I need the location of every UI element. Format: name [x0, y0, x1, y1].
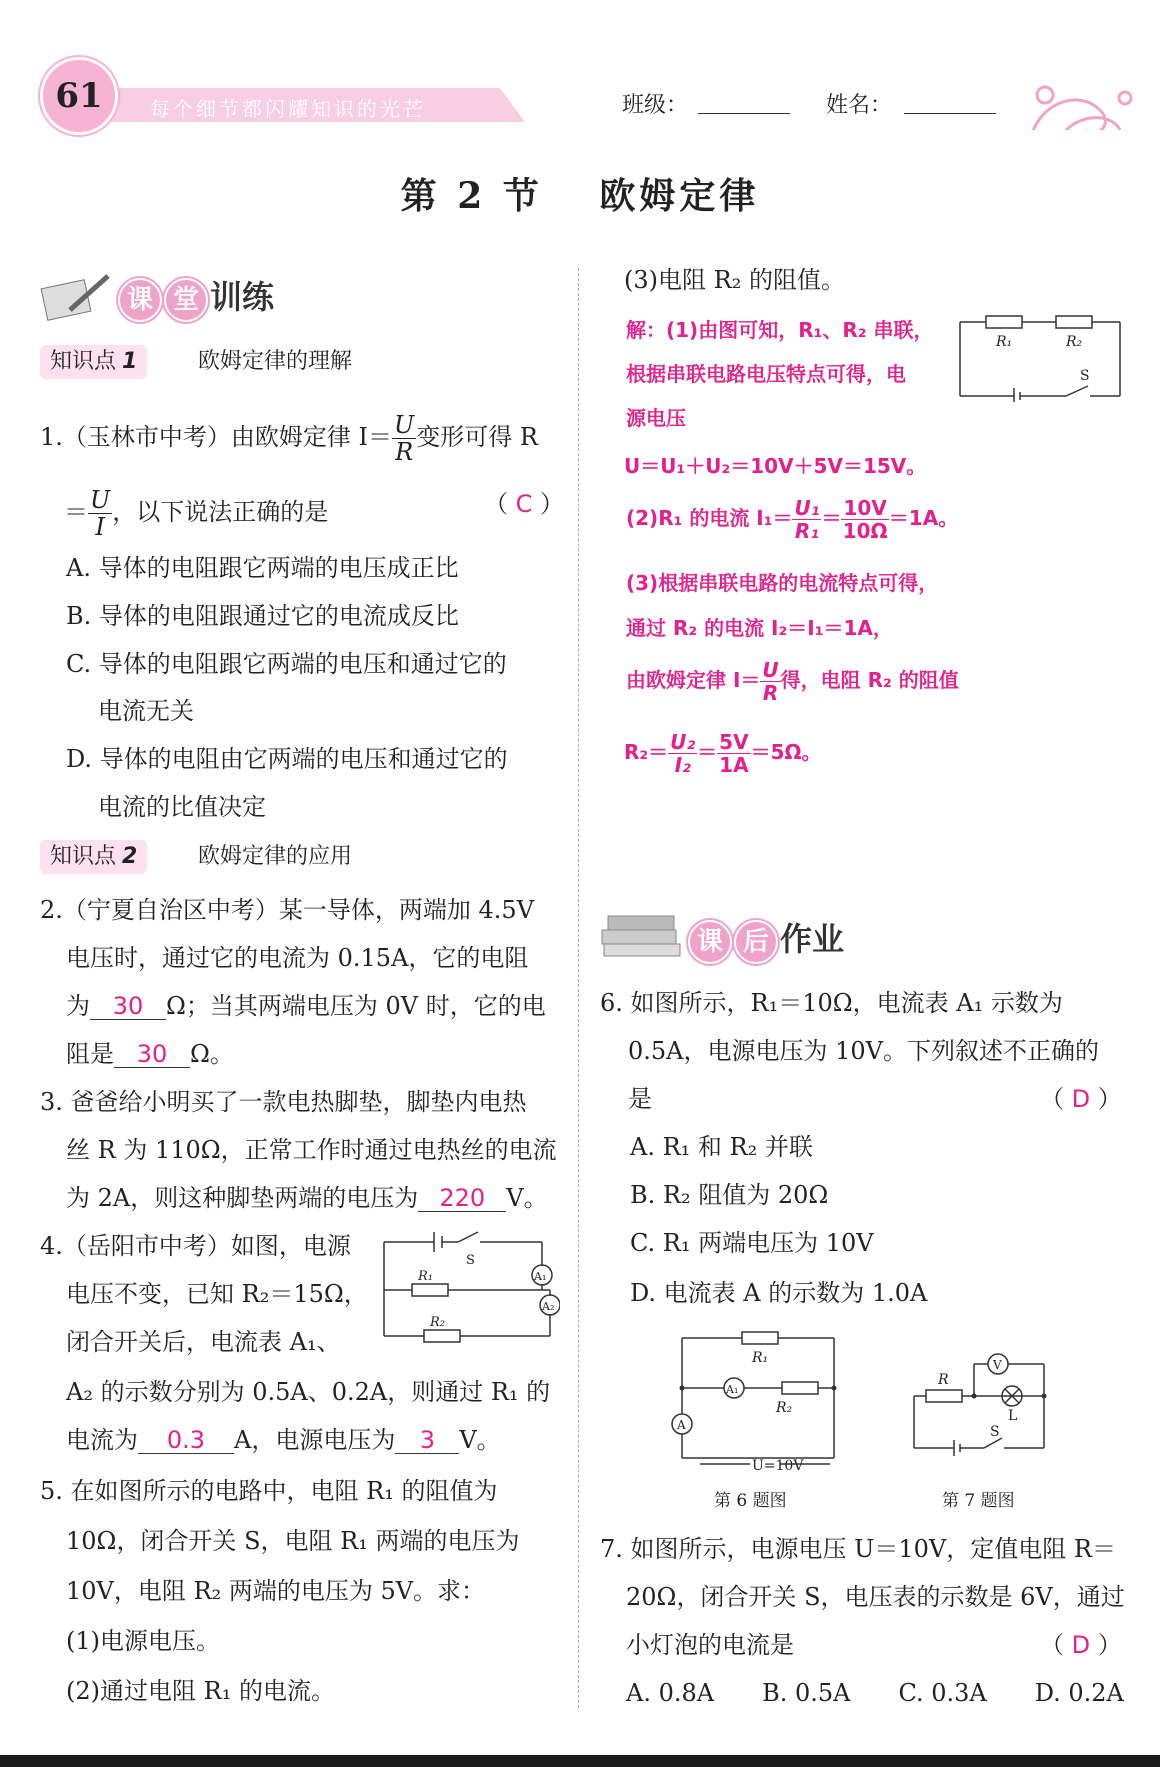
q6-answer: D: [1071, 1085, 1091, 1113]
q1-option-c: C. 导体的电阻跟它两端的电压和通过它的: [66, 650, 507, 678]
q5-circuit-diagram: [956, 312, 1126, 402]
notebook-pen-icon: [40, 270, 110, 320]
q5-r2-label: R₂: [1066, 334, 1083, 350]
section-bubble: 课: [688, 920, 732, 964]
q5-switch-label: S: [1080, 368, 1090, 384]
q2-line2: 电压时，通过它的电流为 0.15A，它的电阻: [66, 944, 529, 972]
kp-label: 知识点: [50, 844, 117, 869]
q5-line6: (3)电阻 R₂ 的阻值。: [624, 266, 845, 294]
q7-r-label: R: [938, 1372, 949, 1388]
q5-r1-label: R₁: [996, 334, 1013, 350]
class-label: 班级：: [622, 93, 689, 118]
books-icon: [600, 900, 682, 960]
q7-line2: 20Ω，闭合开关 S，电压表的示数是 6V，通过: [626, 1583, 1125, 1611]
q1-option-d-cont: 电流的比值决定: [98, 793, 266, 821]
kp-title: 欧姆定律的理解: [198, 349, 353, 374]
q6-a-label: A: [677, 1418, 686, 1432]
solution-line-8: 由欧姆定律 I＝ $\frac{U}{R}$ 得，电阻 R₂ 的阻值: [626, 658, 959, 705]
q1-option-b: B. 导体的电阻跟通过它的电流成反比: [66, 602, 459, 630]
floral-ornament-icon: [1010, 87, 1131, 130]
page-number-badge: [40, 57, 118, 135]
q7-answer-bracket: （ D ）: [1040, 1631, 1122, 1659]
q6-option-c: C. R₁ 两端电压为 10V: [630, 1229, 874, 1257]
q7-switch-label: S: [990, 1424, 1000, 1440]
q6-circuit-diagram: [670, 1328, 840, 1478]
q5-line5: (2)通过电阻 R₁ 的电流。: [66, 1677, 335, 1705]
q6-option-b: B. R₂ 阻值为 20Ω: [630, 1181, 829, 1209]
header-slogan: 每个细节都闪耀知识的光芒: [150, 97, 426, 121]
q6-line3: 是: [628, 1085, 652, 1113]
q6-option-d: D. 电流表 A 的示数为 1.0A: [630, 1279, 928, 1307]
q1-option-c-cont: 电流无关: [98, 697, 194, 725]
q7-caption: 第 7 题图: [942, 1491, 1015, 1511]
q7-options: A. 0.8A B. 0.5A C. 0.3A D. 0.2A: [626, 1679, 1124, 1707]
knowledge-point-badge: [40, 840, 147, 874]
section-bubble: 后: [734, 920, 778, 964]
solution-line-5: (2)R₁ 的电流 I₁＝ $\frac{\text{U₁}}{\text{R₁}}$ ＝ $\frac{10V}{10\Omega}$ ＝1A。: [626, 496, 959, 543]
knowledge-point-badge: [40, 345, 147, 379]
page-title: 第 2 节 欧姆定律: [400, 175, 760, 217]
q3-line1: 3. 爸爸给小明买了一款电热脚垫，脚垫内电热: [40, 1088, 527, 1116]
q4-r2-label: R₂: [430, 1315, 445, 1330]
kp-title: 欧姆定律的应用: [198, 844, 353, 869]
solution-line-6: (3)根据串联电路的电流特点可得，: [626, 571, 939, 595]
q3-answer: 220: [418, 1185, 506, 1212]
q2-line4: 阻是 30 Ω。: [66, 1040, 234, 1068]
solution-line-4: U＝U₁＋U₂＝10V＋5V＝15V。: [624, 454, 927, 478]
q1-line1: 1.（玉林市中考）由欧姆定律 I＝ $\frac{U}{R}$ 变形可得 R: [40, 411, 538, 466]
q4-line4: A₂ 的示数分别为 0.5A、0.2A，则通过 R₁ 的: [66, 1378, 551, 1406]
q6-option-a: A. R₁ 和 R₂ 并联: [630, 1133, 813, 1161]
q4-circuit-diagram: [380, 1226, 560, 1346]
q1-line2: ＝ $\frac{U}{I}$ ，以下说法正确的是: [64, 486, 329, 541]
q6-line1: 6. 如图所示，R₁＝10Ω，电流表 A₁ 示数为: [600, 989, 1063, 1017]
q1-option-a: A. 导体的电阻跟它两端的电压成正比: [66, 554, 459, 582]
kp-number: 1: [122, 349, 138, 374]
q7-answer: D: [1071, 1631, 1091, 1659]
solution-line-3: 源电压: [626, 406, 686, 430]
q4-answer-1: 0.3: [138, 1427, 234, 1454]
q2-line3: 为 30 Ω；当其两端电压为 0V 时，它的电: [66, 992, 546, 1020]
kp-number: 2: [122, 844, 138, 869]
q1-answer: C: [515, 490, 533, 518]
q3-line2: 丝 R 为 110Ω，正常工作时通过电热丝的电流: [66, 1136, 557, 1164]
q4-line2: 电压不变，已知 R₂＝15Ω，: [66, 1280, 368, 1308]
q6-r1-label: R₁: [752, 1350, 769, 1366]
q4-r1-label: R₁: [418, 1269, 433, 1284]
q6-line2: 0.5A，电源电压为 10V。下列叙述不正确的: [628, 1037, 1099, 1065]
q5-line4: (1)电源电压。: [66, 1627, 220, 1655]
q7-v-label: V: [993, 1358, 1002, 1372]
q4-a1-label: A₁: [534, 1270, 547, 1283]
solution-line-9: R₂＝ $\frac{\text{U₂}}{\text{I₂}}$ ＝ $\frac{5V}{1A}$ ＝5Ω。: [624, 730, 822, 777]
class-field[interactable]: [698, 113, 790, 114]
q3-line3: 为 2A，则这种脚垫两端的电压为 220 V。: [66, 1184, 548, 1212]
column-divider: [578, 268, 579, 1708]
q6-voltage-label: U=10V: [752, 1458, 804, 1474]
q4-line3: 闭合开关后，电流表 A₁、: [66, 1328, 341, 1356]
solution-line-1: 解：(1)由图可知，R₁、R₂ 串联，: [626, 318, 934, 342]
section-bubble: 堂: [164, 278, 208, 322]
q5-line1: 5. 在如图所示的电路中，电阻 R₁ 的阻值为: [40, 1477, 498, 1505]
q6-a1-label: A₁: [726, 1383, 739, 1396]
q6-caption: 第 6 题图: [714, 1491, 787, 1511]
name-field[interactable]: [904, 113, 996, 114]
section-title: 训练: [210, 278, 275, 316]
section-title: 作业: [780, 920, 845, 958]
kp-label: 知识点: [50, 349, 117, 374]
q2-answer-2: 30: [114, 1041, 190, 1068]
q7-lamp-label: L: [1008, 1408, 1018, 1424]
q7-circuit-diagram: [904, 1348, 1054, 1468]
q4-answer-2: 3: [395, 1427, 459, 1454]
name-label: 姓名：: [826, 93, 893, 118]
q2-answer-1: 30: [90, 993, 166, 1020]
q7-line1: 7. 如图所示，电源电压 U＝10V，定值电阻 R＝: [600, 1535, 1116, 1563]
q4-a2-label: A₂: [542, 1300, 555, 1313]
q4-switch-label: S: [466, 1253, 475, 1268]
q6-r2-label: R₂: [776, 1400, 793, 1416]
q4-line5: 电流为 0.3 A，电源电压为 3 V。: [66, 1426, 501, 1454]
solution-line-7: 通过 R₂ 的电流 I₂＝I₁＝1A，: [626, 616, 893, 640]
solution-line-2: 根据串联电路电压特点可得，电: [626, 362, 906, 386]
section-bubble: 课: [118, 278, 162, 322]
bottom-bar: [0, 1755, 1160, 1767]
q4-line1: 4.（岳阳市中考）如图，电源: [40, 1232, 351, 1260]
q1-option-d: D. 导体的电阻由它两端的电压和通过它的: [66, 745, 508, 773]
page-number: 61: [55, 76, 103, 116]
q6-answer-bracket: （ D ）: [1040, 1085, 1122, 1113]
q7-line3: 小灯泡的电流是: [626, 1631, 794, 1659]
q5-line2: 10Ω，闭合开关 S，电阻 R₁ 两端的电压为: [66, 1527, 520, 1555]
q2-line1: 2.（宁夏自治区中考）某一导体，两端加 4.5V: [40, 896, 535, 924]
q5-line3: 10V，电阻 R₂ 两端的电压为 5V。求：: [66, 1577, 486, 1605]
q1-answer-bracket: （ C ）: [484, 490, 565, 518]
